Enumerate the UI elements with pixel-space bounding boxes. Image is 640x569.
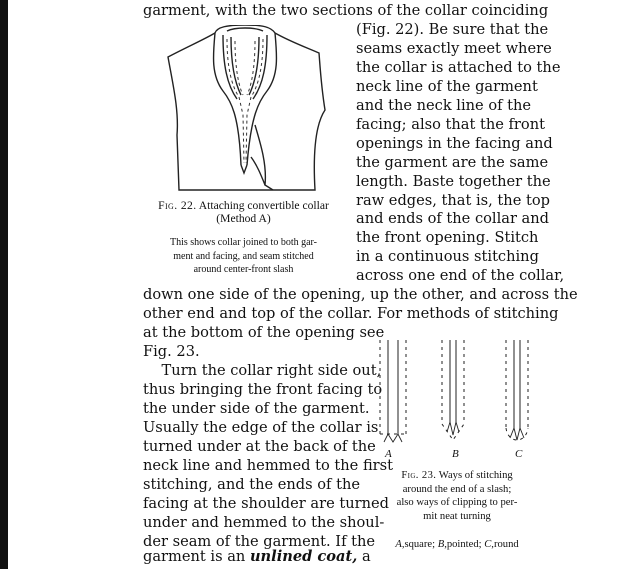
- body-line: der seam of the garment. If the: [143, 533, 376, 550]
- figure-22-desc-line: This shows collar joined to both gar-: [170, 237, 317, 248]
- body-line: facing; also that the front: [356, 116, 545, 133]
- body-line: and ends of the collar and: [356, 210, 550, 227]
- body-line-last: [143, 548, 371, 566]
- body-line: the garment are the same: [356, 154, 549, 171]
- body-line: openings in the facing and: [356, 135, 553, 152]
- figure-22-number: Fig. 22.: [158, 199, 197, 212]
- body-line: at the bottom of the opening see: [143, 324, 385, 341]
- figure-23-legend-text: ,round: [491, 539, 519, 550]
- body-line: across one end of the collar,: [356, 267, 565, 284]
- body-line: Usually the edge of the collar is: [143, 419, 379, 436]
- scrollbar[interactable]: [0, 0, 8, 569]
- figure-23-illustration: [370, 332, 545, 450]
- body-line: and the neck line of the: [356, 97, 532, 114]
- body-line: stitching, and the ends of the: [143, 476, 360, 493]
- figure-23-legend-text: ,pointed;: [444, 539, 485, 550]
- figure-23-legend-key: B: [437, 539, 445, 550]
- figure-23-label-b: B: [452, 448, 459, 460]
- body-line: down one side of the opening, up the other, and across the: [143, 286, 578, 303]
- body-line: Turn the collar right side out,: [143, 362, 382, 379]
- body-text: garment is an: [143, 548, 250, 565]
- figure-23-number: Fig. 23.: [401, 470, 437, 481]
- figure-22-method: (Method A): [216, 212, 271, 225]
- figure-23-caption-line: also ways of clipping to per-: [396, 497, 518, 508]
- body-line: in a continuous stitching: [356, 248, 539, 265]
- figure-22-description: [141, 236, 346, 277]
- body-line: neck line of the garment: [356, 78, 538, 95]
- body-line: seams exactly meet where: [356, 40, 552, 57]
- figure-23-caption-line: Ways of stitching: [436, 470, 513, 481]
- body-line: under and hemmed to the shoul-: [143, 514, 385, 531]
- body-line: length. Baste together the: [356, 173, 551, 190]
- italic-term: unlined coat,: [249, 548, 358, 565]
- body-line: neck line and hemmed to the first: [143, 457, 394, 474]
- figure-23-legend-text: ,square;: [401, 539, 438, 550]
- figure-23-legend-key: A: [395, 539, 402, 550]
- figure-22-desc-line: around center-front slash: [193, 264, 294, 275]
- figure-23-label-a: A: [385, 448, 392, 460]
- body-line: the under side of the garment.: [143, 400, 370, 417]
- body-line: (Fig. 22). Be sure that the: [356, 21, 549, 38]
- figure-22-title: Attaching convertible collar: [196, 199, 329, 212]
- figure-23-caption-line: around the end of a slash;: [402, 483, 512, 495]
- body-text: a: [357, 548, 371, 565]
- body-line: facing at the shoulder are turned: [143, 495, 389, 512]
- body-line: garment, with the two sections of the collar coinciding: [143, 2, 549, 19]
- body-line: Fig. 23.: [143, 343, 200, 360]
- body-line: the collar is attached to the: [356, 59, 561, 76]
- body-line: turned under at the back of the: [143, 438, 376, 455]
- figure-23-caption-line: mit neat turning: [423, 510, 491, 522]
- figure-22-caption: [141, 199, 346, 225]
- figure-23-legend: [372, 538, 542, 552]
- body-line: other end and top of the collar. For methods of stitching: [143, 305, 559, 322]
- figure-23-label-c: C: [515, 448, 523, 460]
- body-line: the front opening. Stitch: [356, 229, 539, 246]
- figure-23-caption: [372, 469, 542, 523]
- figure-22-desc-line: ment and facing, and seam stitched: [173, 250, 314, 262]
- body-line: raw edges, that is, the top: [356, 192, 550, 209]
- body-line: thus bringing the front facing to: [143, 381, 383, 398]
- figure-23-legend-key: C: [484, 539, 492, 550]
- figure-22-illustration: [165, 25, 335, 197]
